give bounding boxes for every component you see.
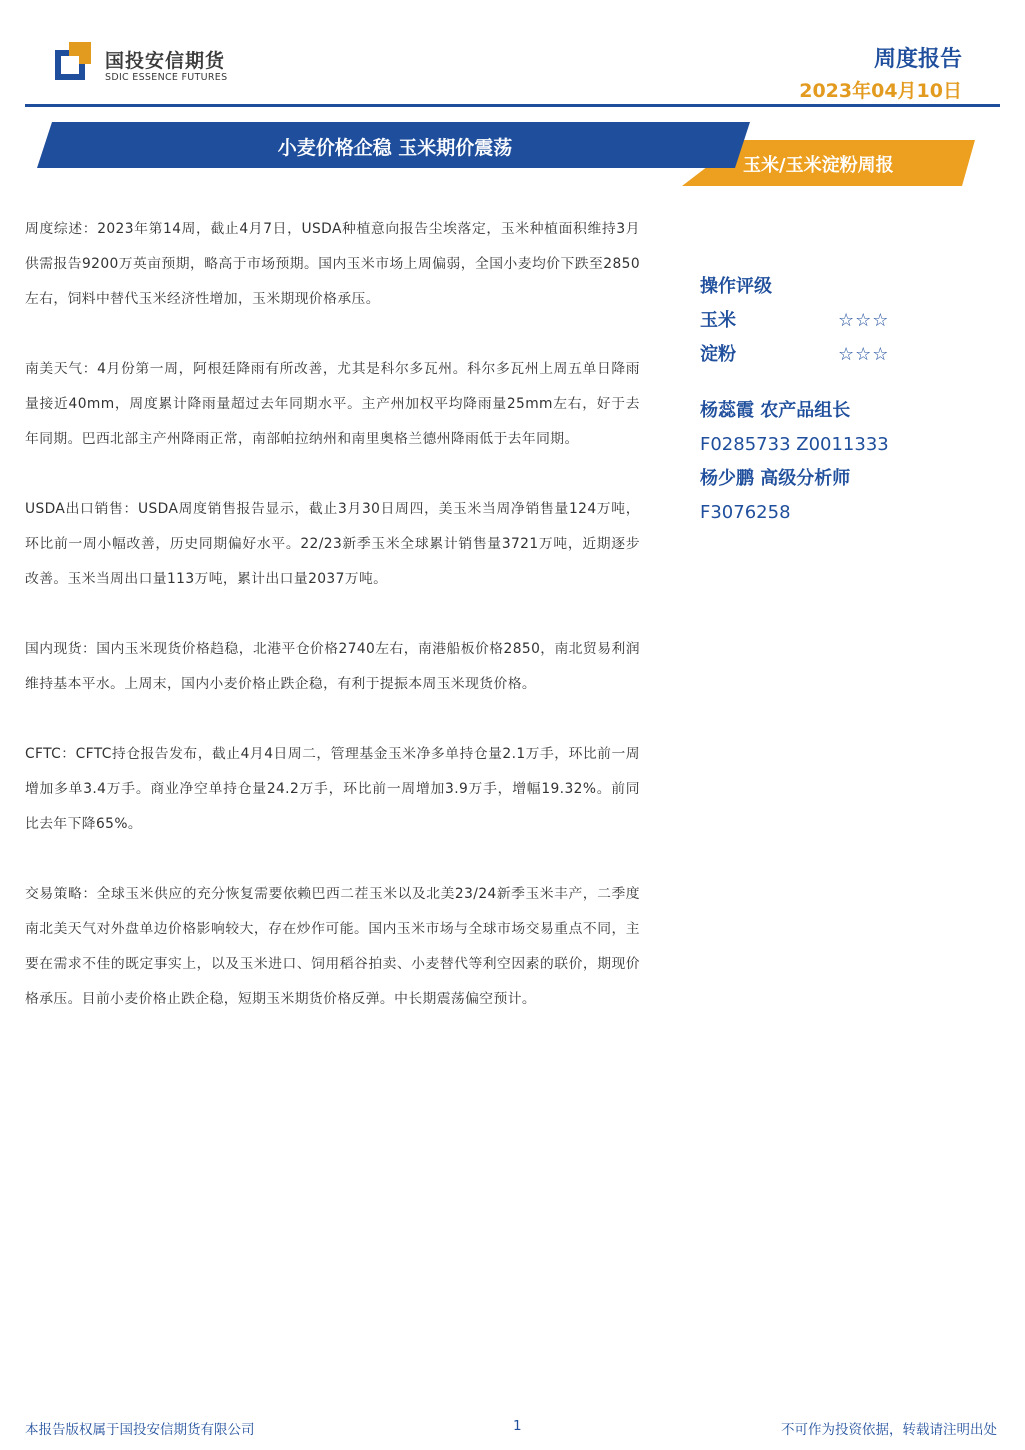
rating-name: 淀粉	[700, 344, 736, 365]
paragraph-usda-export-sales: USDA出口销售：USDA周度销售报告显示，截止3月30日周四，美玉米当周净销售量124万吨，环比前一周小幅改善，历史同期偏好水平。22/23新季玉米全球累计销售量3721万吨，近期逐步改善。玉米当周出口量113万吨，累计出口量2037万吨。	[25, 501, 640, 587]
rating-title: 操作评级	[700, 276, 772, 297]
analyst-license-id: F0285733 Z0011333	[700, 434, 889, 455]
analyst-name-title: 杨少鹏 高级分析师	[700, 468, 851, 489]
page-number: 1	[513, 1418, 522, 1434]
report-tag: 玉米/玉米淀粉周报	[743, 155, 894, 176]
logo-text-en: SDIC ESSENCE FUTURES	[105, 72, 228, 83]
rating-row	[700, 338, 990, 372]
paragraph-domestic-spot: 国内现货：国内玉米现货价格趋稳，北港平仓价格2740左右，南港船板价格2850，南北贸易利润维持基本平水。上周末，国内小麦价格止跌企稳，有利于提振本周玉米现货价格。	[25, 641, 640, 692]
footer-copyright: 本报告版权属于国投安信期货有限公司	[25, 1422, 255, 1438]
analyst-license-id: F3076258	[700, 502, 791, 523]
footer-disclaimer: 不可作为投资依据，转载请注明出处	[781, 1422, 997, 1438]
paragraph-trading-strategy: 交易策略：全球玉米供应的充分恢复需要依赖巴西二茬玉米以及北美23/24新季玉米丰产，二季度南北美天气对外盘单边价格影响较大，存在炒作可能。国内玉米市场与全球市场交易重点不同，主要在需求不佳的既定事实上，以及玉米进口、饲用稻谷拍卖、小麦替代等利空因素的联价，期现价格承压。目前小麦价格止跌企稳，短期玉米期货价格反弹。中长期震荡偏空预计。	[25, 886, 640, 1007]
analyst-name-title: 杨蕊霞 农产品组长	[700, 400, 851, 421]
star-rating-icon: ☆☆☆	[838, 344, 890, 365]
rating-name: 玉米	[700, 310, 736, 331]
star-rating-icon: ☆☆☆	[838, 310, 890, 331]
paragraph-cftc: CFTC：CFTC持仓报告发布，截止4月4日周二，管理基金玉米净多单持仓量2.1万手，环比前一周增加多单3.4万手。商业净空单持仓量24.2万手，环比前一周增加3.9万手，增幅19.32%。前同比去年下降65%。	[25, 746, 640, 832]
paragraph-south-america-weather: 南美天气：4月份第一周，阿根廷降雨有所改善，尤其是科尔多瓦州。科尔多瓦州上周五单日降雨量接近40mm，周度累计降雨量超过去年同期水平。主产州加权平均降雨量25mm左右，好于去年同期。巴西北部主产州降雨正常，南部帕拉纳州和南里奥格兰德州降雨低于去年同期。	[25, 361, 640, 447]
paragraph-weekly-summary: 周度综述：2023年第14周，截止4月7日，USDA种植意向报告尘埃落定，玉米种植面积维持3月供需报告9200万英亩预期，略高于市场预期。国内玉米市场上周偏弱，全国小麦均价下跌至2850左右，饲料中替代玉米经济性增加，玉米期现价格承压。	[25, 221, 640, 307]
header-divider	[25, 104, 1000, 107]
logo-mark-icon	[55, 42, 95, 84]
report-body	[25, 212, 640, 1052]
sidebar	[700, 270, 990, 530]
logo-text-cn: 国投安信期货	[105, 50, 226, 72]
rating-row	[700, 304, 990, 338]
report-title: 小麦价格企稳 玉米期价震荡	[277, 137, 513, 159]
company-logo	[55, 40, 255, 90]
report-date: 2023年04月10日	[799, 80, 962, 102]
report-type: 周度报告	[873, 47, 962, 72]
